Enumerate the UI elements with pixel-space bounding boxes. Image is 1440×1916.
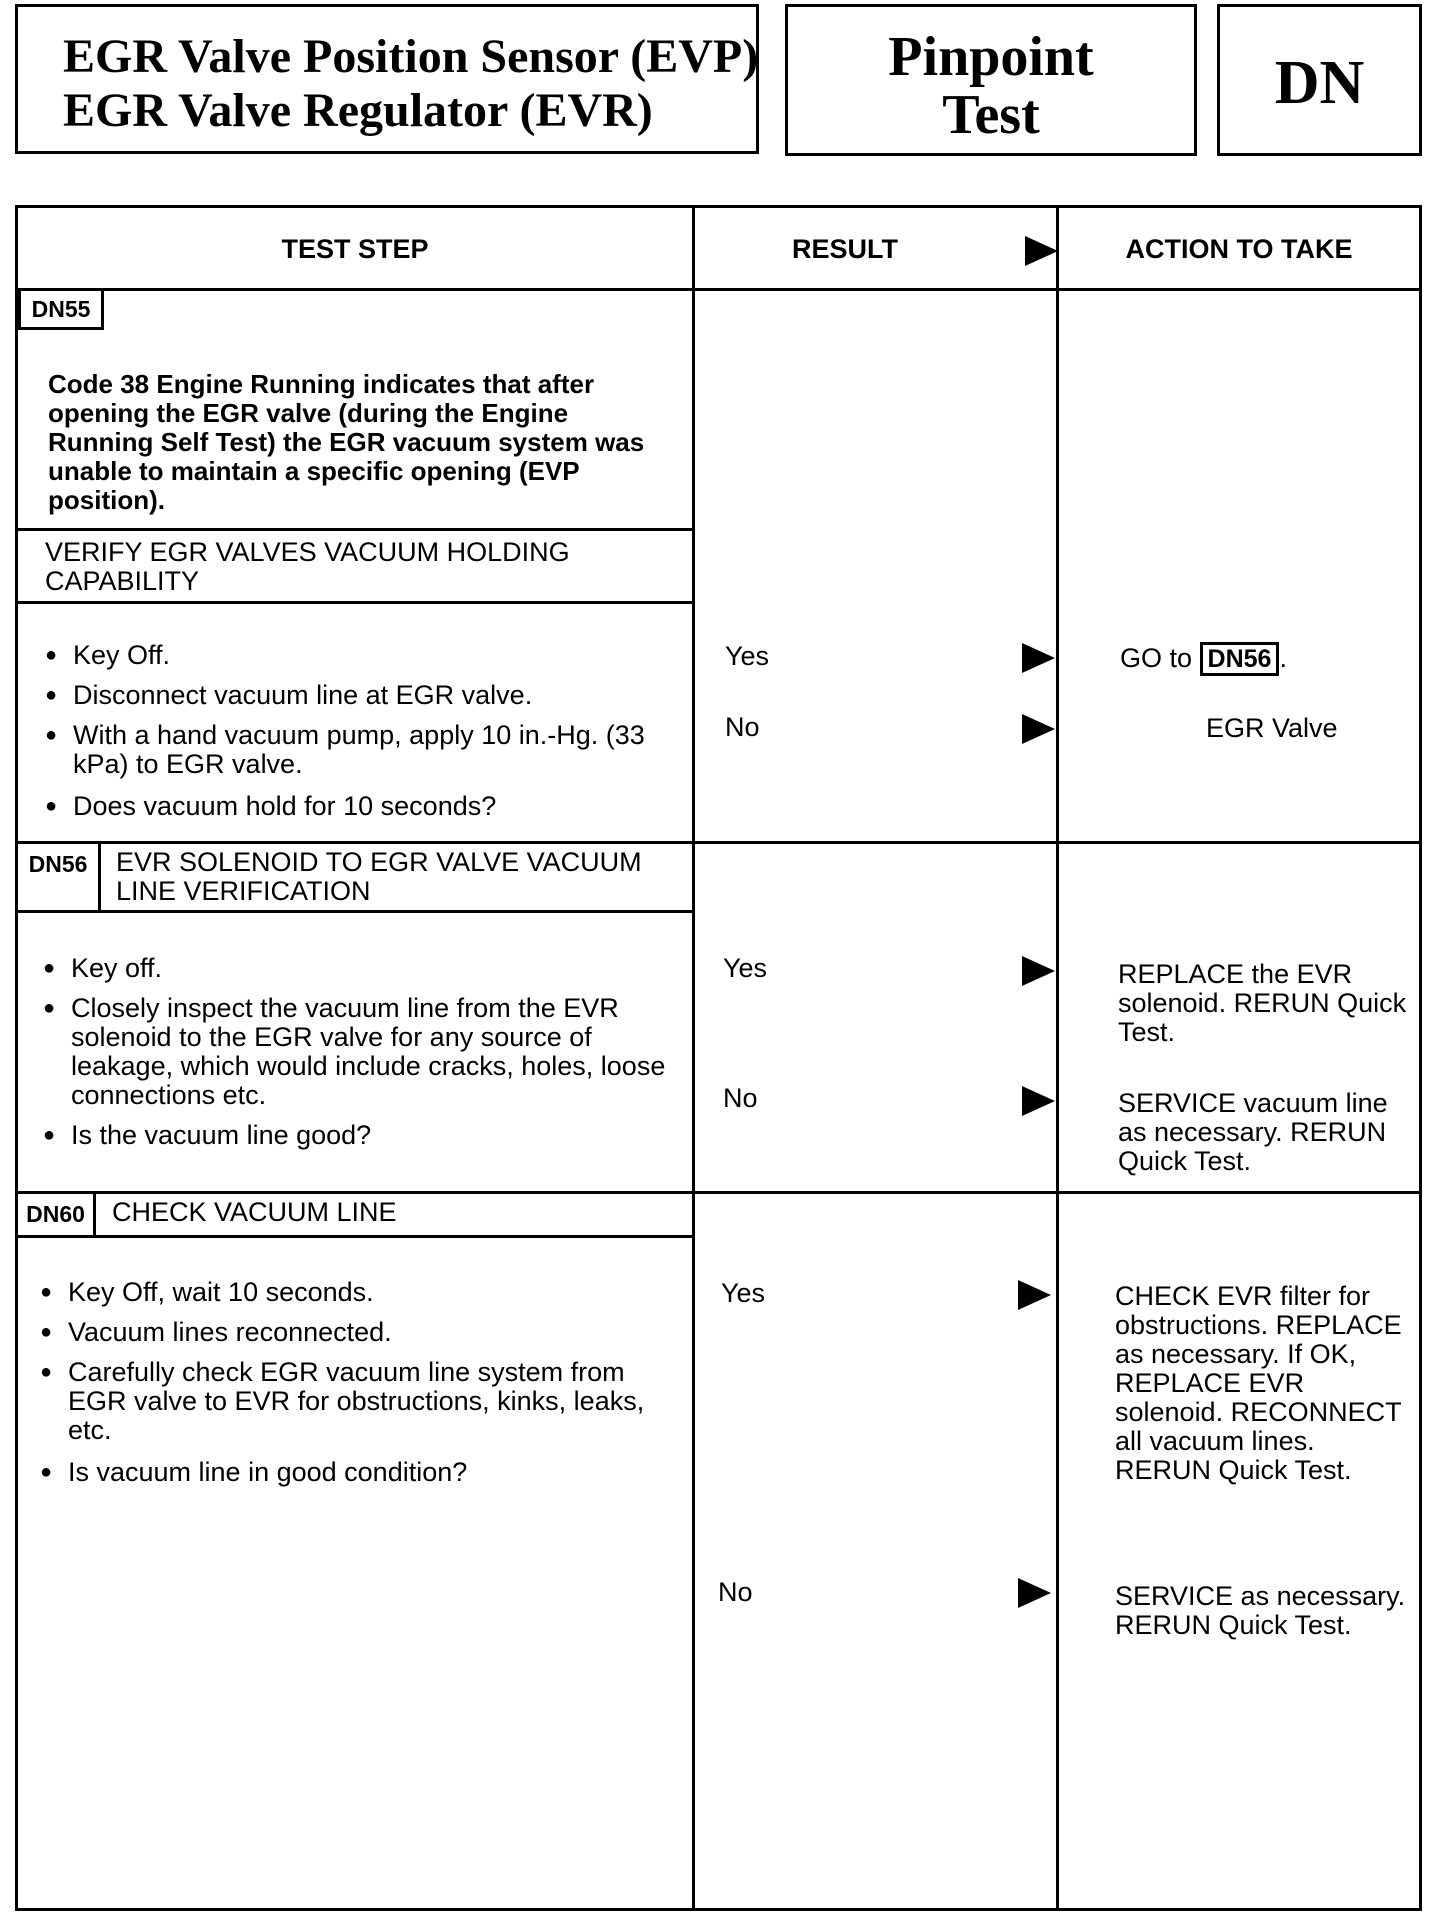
test-label: Test [942, 84, 1040, 146]
dn56-title-bottom-line [18, 910, 695, 913]
dn56-no-arrow-icon [1022, 1086, 1055, 1116]
dn56-reference: DN56 [1200, 642, 1280, 676]
pinpoint-test-box [785, 4, 1197, 156]
dn56-tag-divider [98, 841, 101, 911]
test-code: DN [1274, 49, 1365, 117]
dn60-bullet-3: ● Carefully check EGR vacuum line system from EGR valve to EVR for obstructions, kinks, leaks, etc. [40, 1358, 683, 1445]
dn55-bullet-1: ● Key Off. [45, 641, 693, 670]
dn55-bullet-2: ● Disconnect vacuum line at EGR valve. [45, 681, 693, 710]
column-divider-2 [1056, 208, 1059, 1908]
dn55-action-yes-suffix: . [1279, 643, 1287, 673]
test-code-box [1217, 4, 1422, 156]
dn60-bullet-1: ● Key Off, wait 10 seconds. [40, 1278, 688, 1307]
dn56-yes-arrow-icon [1022, 956, 1055, 986]
dn60-title-bottom-line [18, 1235, 695, 1238]
pinpoint-label: Pinpoint [888, 26, 1094, 88]
header-divider [18, 288, 1419, 291]
column-divider-1 [692, 208, 695, 1908]
step-tag-dn56: DN56 [28, 851, 88, 877]
dn55-intro: Code 38 Engine Running indicates that after opening the EGR valve (during the Engine Running Self Test) the EGR vacuum system was unable to maintain a specific opening (EVP position). [48, 369, 645, 515]
title-line-1: EGR Valve Position Sensor (EVP) [63, 30, 759, 83]
dn55-bottom-line [18, 841, 1419, 844]
dn55-action-no: EGR Valve [1206, 713, 1338, 743]
dn60-tag-divider [93, 1191, 96, 1236]
dn55-result-no: No [725, 712, 760, 742]
pinpoint-table [15, 205, 1422, 1911]
title-line-2: EGR Valve Regulator (EVR) [63, 84, 653, 137]
dn60-no-arrow-icon [1018, 1578, 1051, 1608]
dn56-title: EVR SOLENOID TO EGR VALVE VACUUM LINE VERIFICATION [116, 847, 642, 906]
dn55-result-yes: Yes [725, 641, 770, 671]
dn60-yes-arrow-icon [1018, 1280, 1051, 1310]
dn56-result-yes: Yes [723, 953, 768, 983]
dn55-bullet-3: ● With a hand vacuum pump, apply 10 in.-Hg. (33 kPa) to EGR valve. [45, 721, 673, 779]
dn56-bottom-line [18, 1191, 1419, 1194]
step-tag-dn55: DN55 [18, 288, 104, 330]
dn56-bullet-2: ● Closely inspect the vacuum line from the EVR solenoid to the EGR valve for any source of leakage, which would include cracks, holes, loose connections etc. [43, 994, 671, 1110]
dn55-title-bottom-line [18, 601, 695, 604]
dn55-title: VERIFY EGR VALVES VACUUM HOLDING CAPABILITY [45, 537, 570, 596]
dn60-bullet-2: ● Vacuum lines reconnected. [40, 1318, 688, 1347]
dn56-action-yes: REPLACE the EVR solenoid. RERUN Quick Test. [1118, 959, 1407, 1047]
dn55-action-yes-prefix: GO to [1120, 643, 1193, 673]
header-test-step: TEST STEP [281, 233, 429, 264]
step-tag-dn60: DN60 [26, 1201, 85, 1227]
dn55-no-arrow-icon [1022, 714, 1055, 744]
title-box [15, 4, 759, 154]
dn60-title: CHECK VACUUM LINE [112, 1197, 397, 1227]
dn60-action-no: SERVICE as necessary. RERUN Quick Test. [1115, 1581, 1406, 1640]
dn56-result-no: No [723, 1083, 758, 1113]
dn55-yes-arrow-icon [1022, 643, 1055, 673]
arrow-icon [1025, 236, 1058, 266]
dn55-title-top-line [18, 528, 695, 531]
header-result: RESULT [792, 233, 898, 264]
dn60-action-yes: CHECK EVR filter for obstructions. REPLACE as necessary. If OK, REPLACE EVR solenoid. RECONNECT all vacuum lines. RERUN Quick Test. [1115, 1281, 1402, 1485]
dn60-result-no: No [718, 1577, 753, 1607]
dn60-bullet-4: ● Is vacuum line in good condition? [40, 1458, 688, 1487]
dn60-result-yes: Yes [721, 1278, 766, 1308]
dn56-action-no: SERVICE vacuum line as necessary. RERUN Quick Test. [1118, 1088, 1388, 1176]
header-action: ACTION TO TAKE [1125, 233, 1353, 264]
dn56-bullet-1: ● Key off. [43, 954, 691, 983]
dn55-bullet-4: ● Does vacuum hold for 10 seconds? [45, 792, 693, 821]
dn56-bullet-3: ● Is the vacuum line good? [43, 1121, 691, 1150]
dn55-action-yes [1120, 642, 1287, 676]
